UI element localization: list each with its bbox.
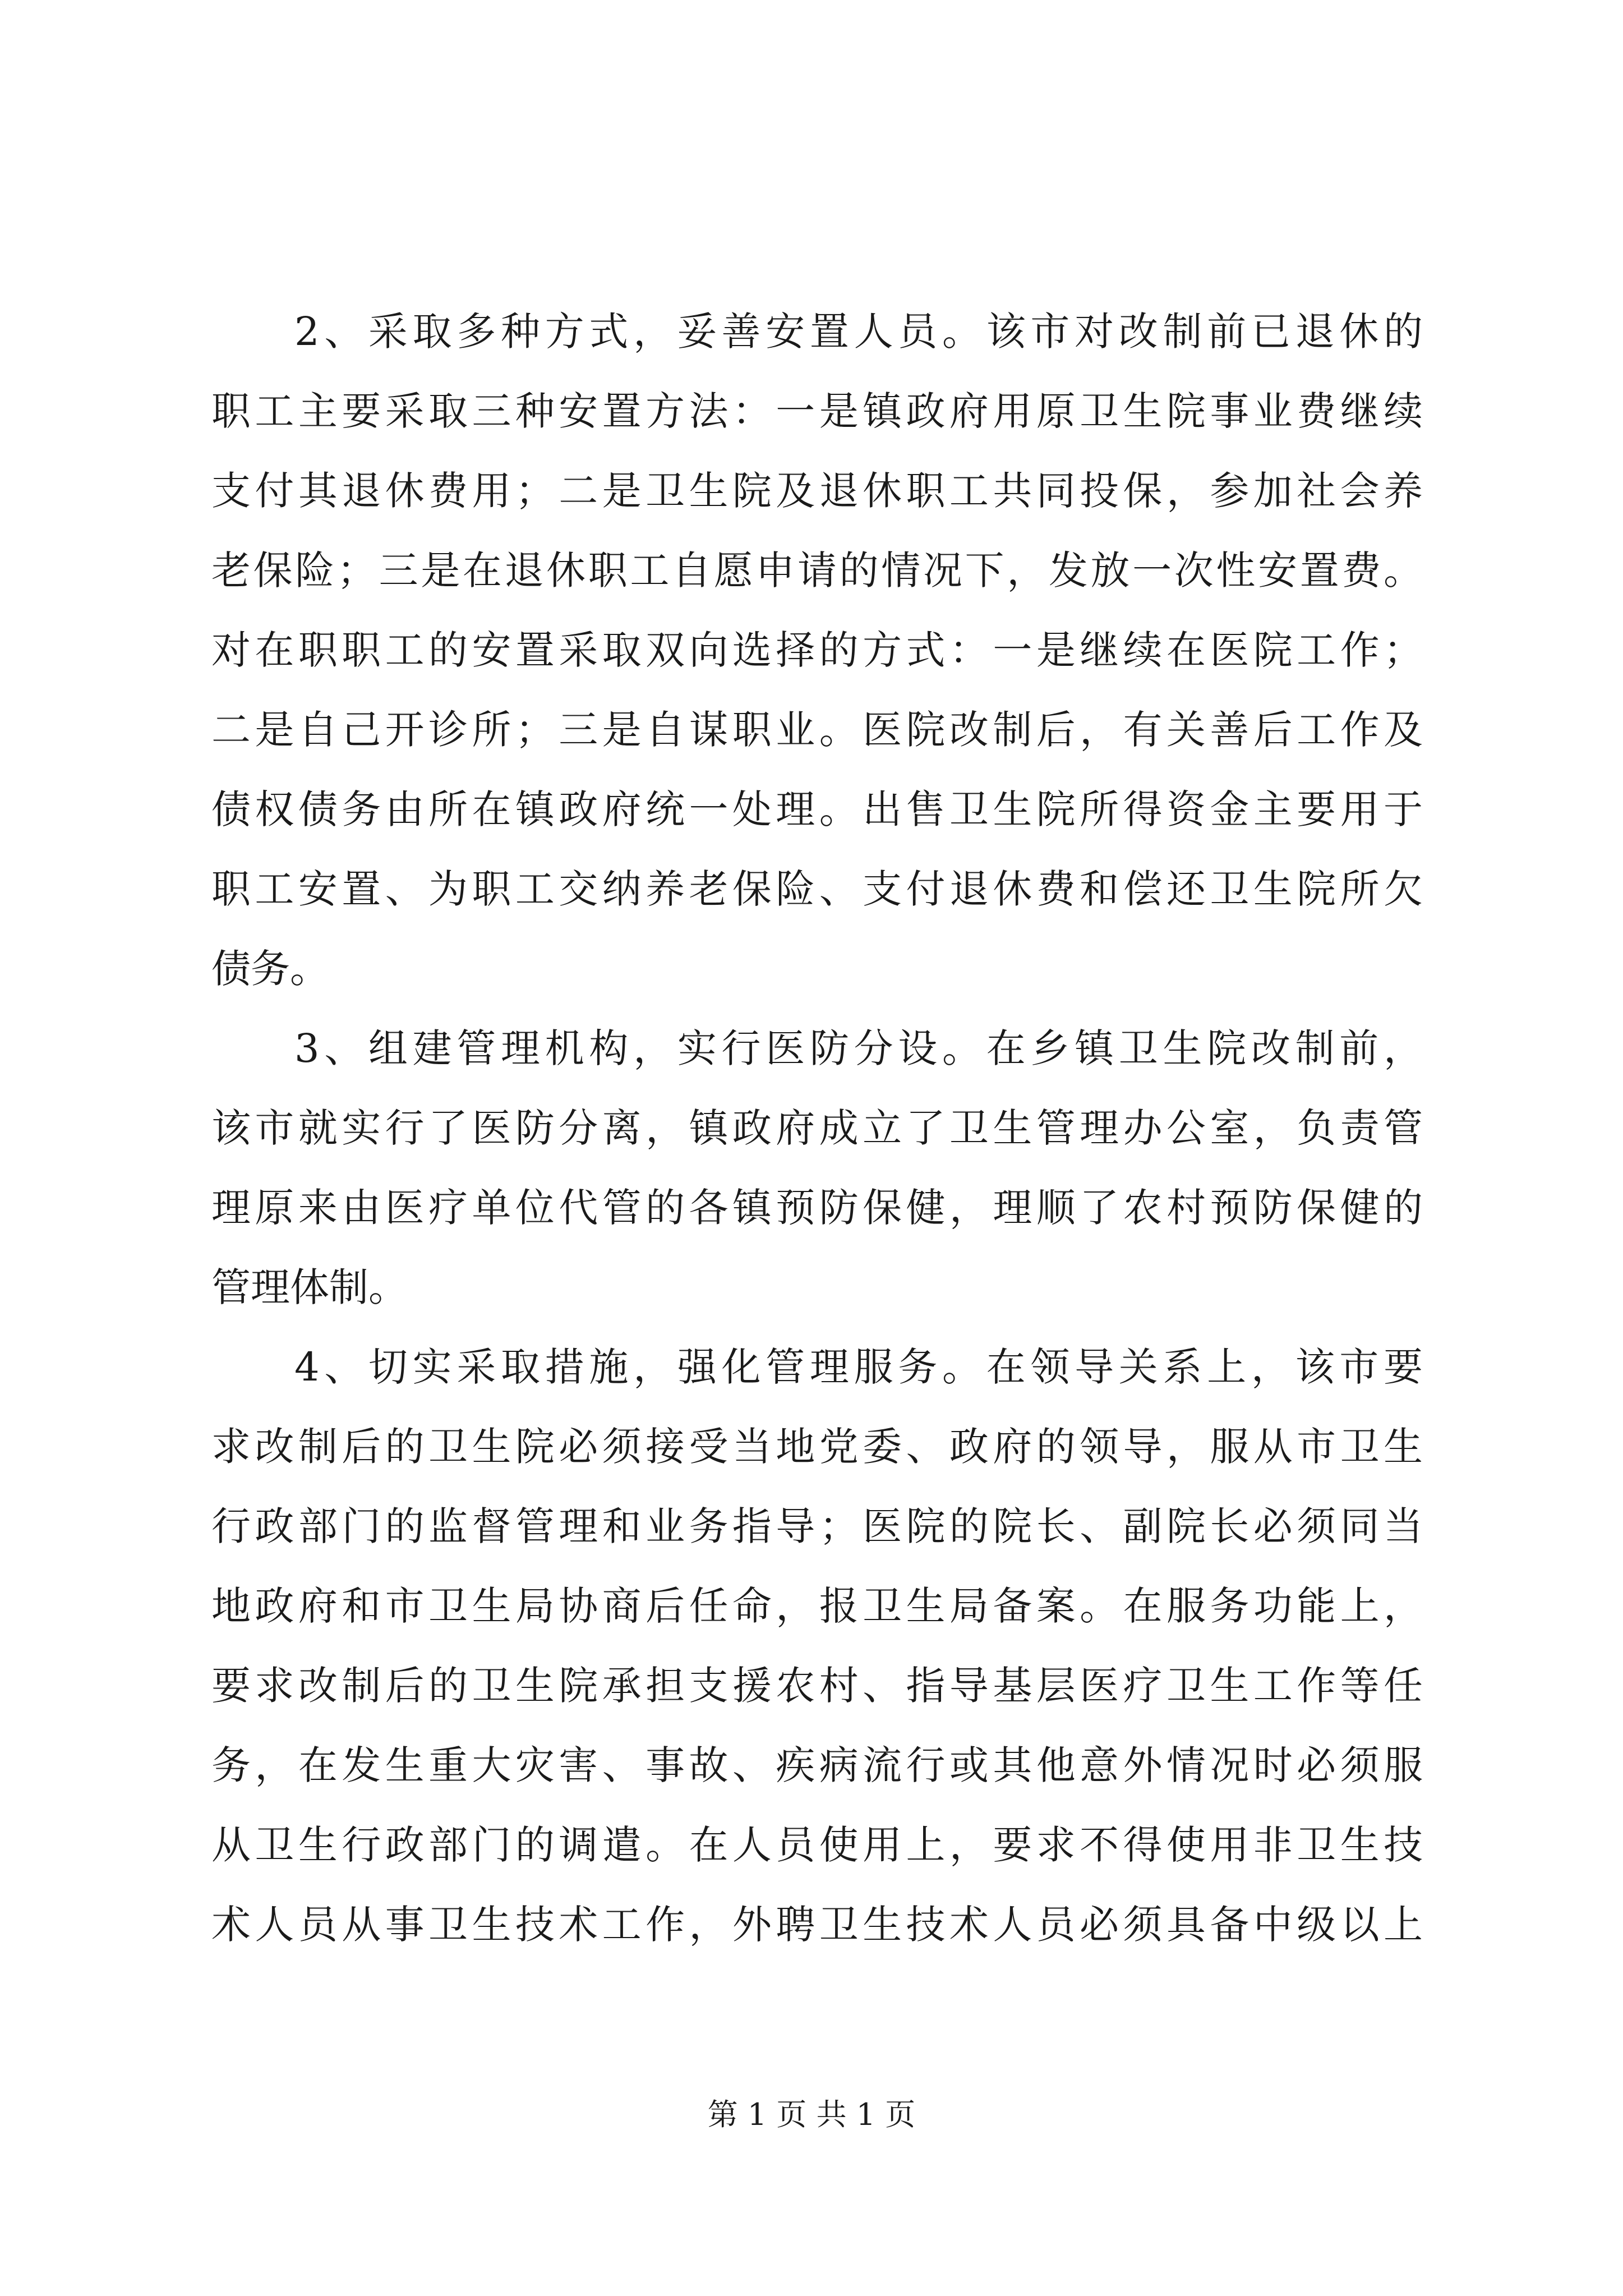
paragraph-2-line-3: 理原来由医疗单位代管的各镇预防保健，理顺了农村预防保健的 <box>211 1185 1423 1231</box>
paragraph-1-line-5: 对在职职工的安置采取双向选择的方式：一是继续在医院工作； <box>211 627 1423 673</box>
paragraph-3-line-4: 地政府和市卫生局协商后任命，报卫生局备案。在服务功能上， <box>211 1583 1423 1629</box>
paragraph-2-line-1: 3、组建管理机构，实行医防分设。在乡镇卫生院改制前， <box>294 1025 1423 1071</box>
paragraph-3-line-5: 要求改制后的卫生院承担支援农村、指导基层医疗卫生工作等任 <box>211 1663 1423 1709</box>
paragraph-1-line-7: 债权债务由所在镇政府统一处理。出售卫生院所得资金主要用于 <box>211 786 1423 832</box>
document-body <box>211 292 1423 1964</box>
paragraph-1-line-8: 职工安置、为职工交纳养老保险、支付退休费和偿还卫生院所欠 <box>211 866 1423 912</box>
paragraph-1-line-3: 支付其退休费用；二是卫生院及退休职工共同投保，参加社会养 <box>211 468 1423 514</box>
paragraph-3-line-8: 术人员从事卫生技术工作，外聘卫生技术人员必须具备中级以上 <box>211 1902 1423 1948</box>
paragraph-1-line-2: 职工主要采取三种安置方法：一是镇政府用原卫生院事业费继续 <box>211 388 1423 434</box>
paragraph-1-line-4: 老保险；三是在退休职工自愿申请的情况下，发放一次性安置费。 <box>211 547 1423 593</box>
paragraph-1-line-6: 二是自己开诊所；三是自谋职业。医院改制后，有关善后工作及 <box>211 707 1423 753</box>
paragraph-3-line-2: 求改制后的卫生院必须接受当地党委、政府的领导，服从市卫生 <box>211 1424 1423 1470</box>
paragraph-2-line-4: 管理体制。 <box>211 1264 408 1310</box>
paragraph-1-line-9: 债务。 <box>211 946 329 992</box>
paragraph-3-line-1: 4、切实采取措施，强化管理服务。在领导关系上，该市要 <box>294 1344 1423 1390</box>
paragraph-3-line-3: 行政部门的监督管理和业务指导；医院的院长、副院长必须同当 <box>211 1503 1423 1549</box>
page-footer: 第 1 页 共 1 页 <box>707 2097 916 2132</box>
paragraph-2-line-2: 该市就实行了医防分离，镇政府成立了卫生管理办公室，负责管 <box>211 1105 1423 1151</box>
paragraph-1-line-1: 2、采取多种方式，妥善安置人员。该市对改制前已退休的 <box>294 309 1423 355</box>
paragraph-3-line-7: 从卫生行政部门的调遣。在人员使用上，要求不得使用非卫生技 <box>211 1822 1423 1868</box>
paragraph-3-line-6: 务，在发生重大灾害、事故、疾病流行或其他意外情况时必须服 <box>211 1742 1423 1788</box>
